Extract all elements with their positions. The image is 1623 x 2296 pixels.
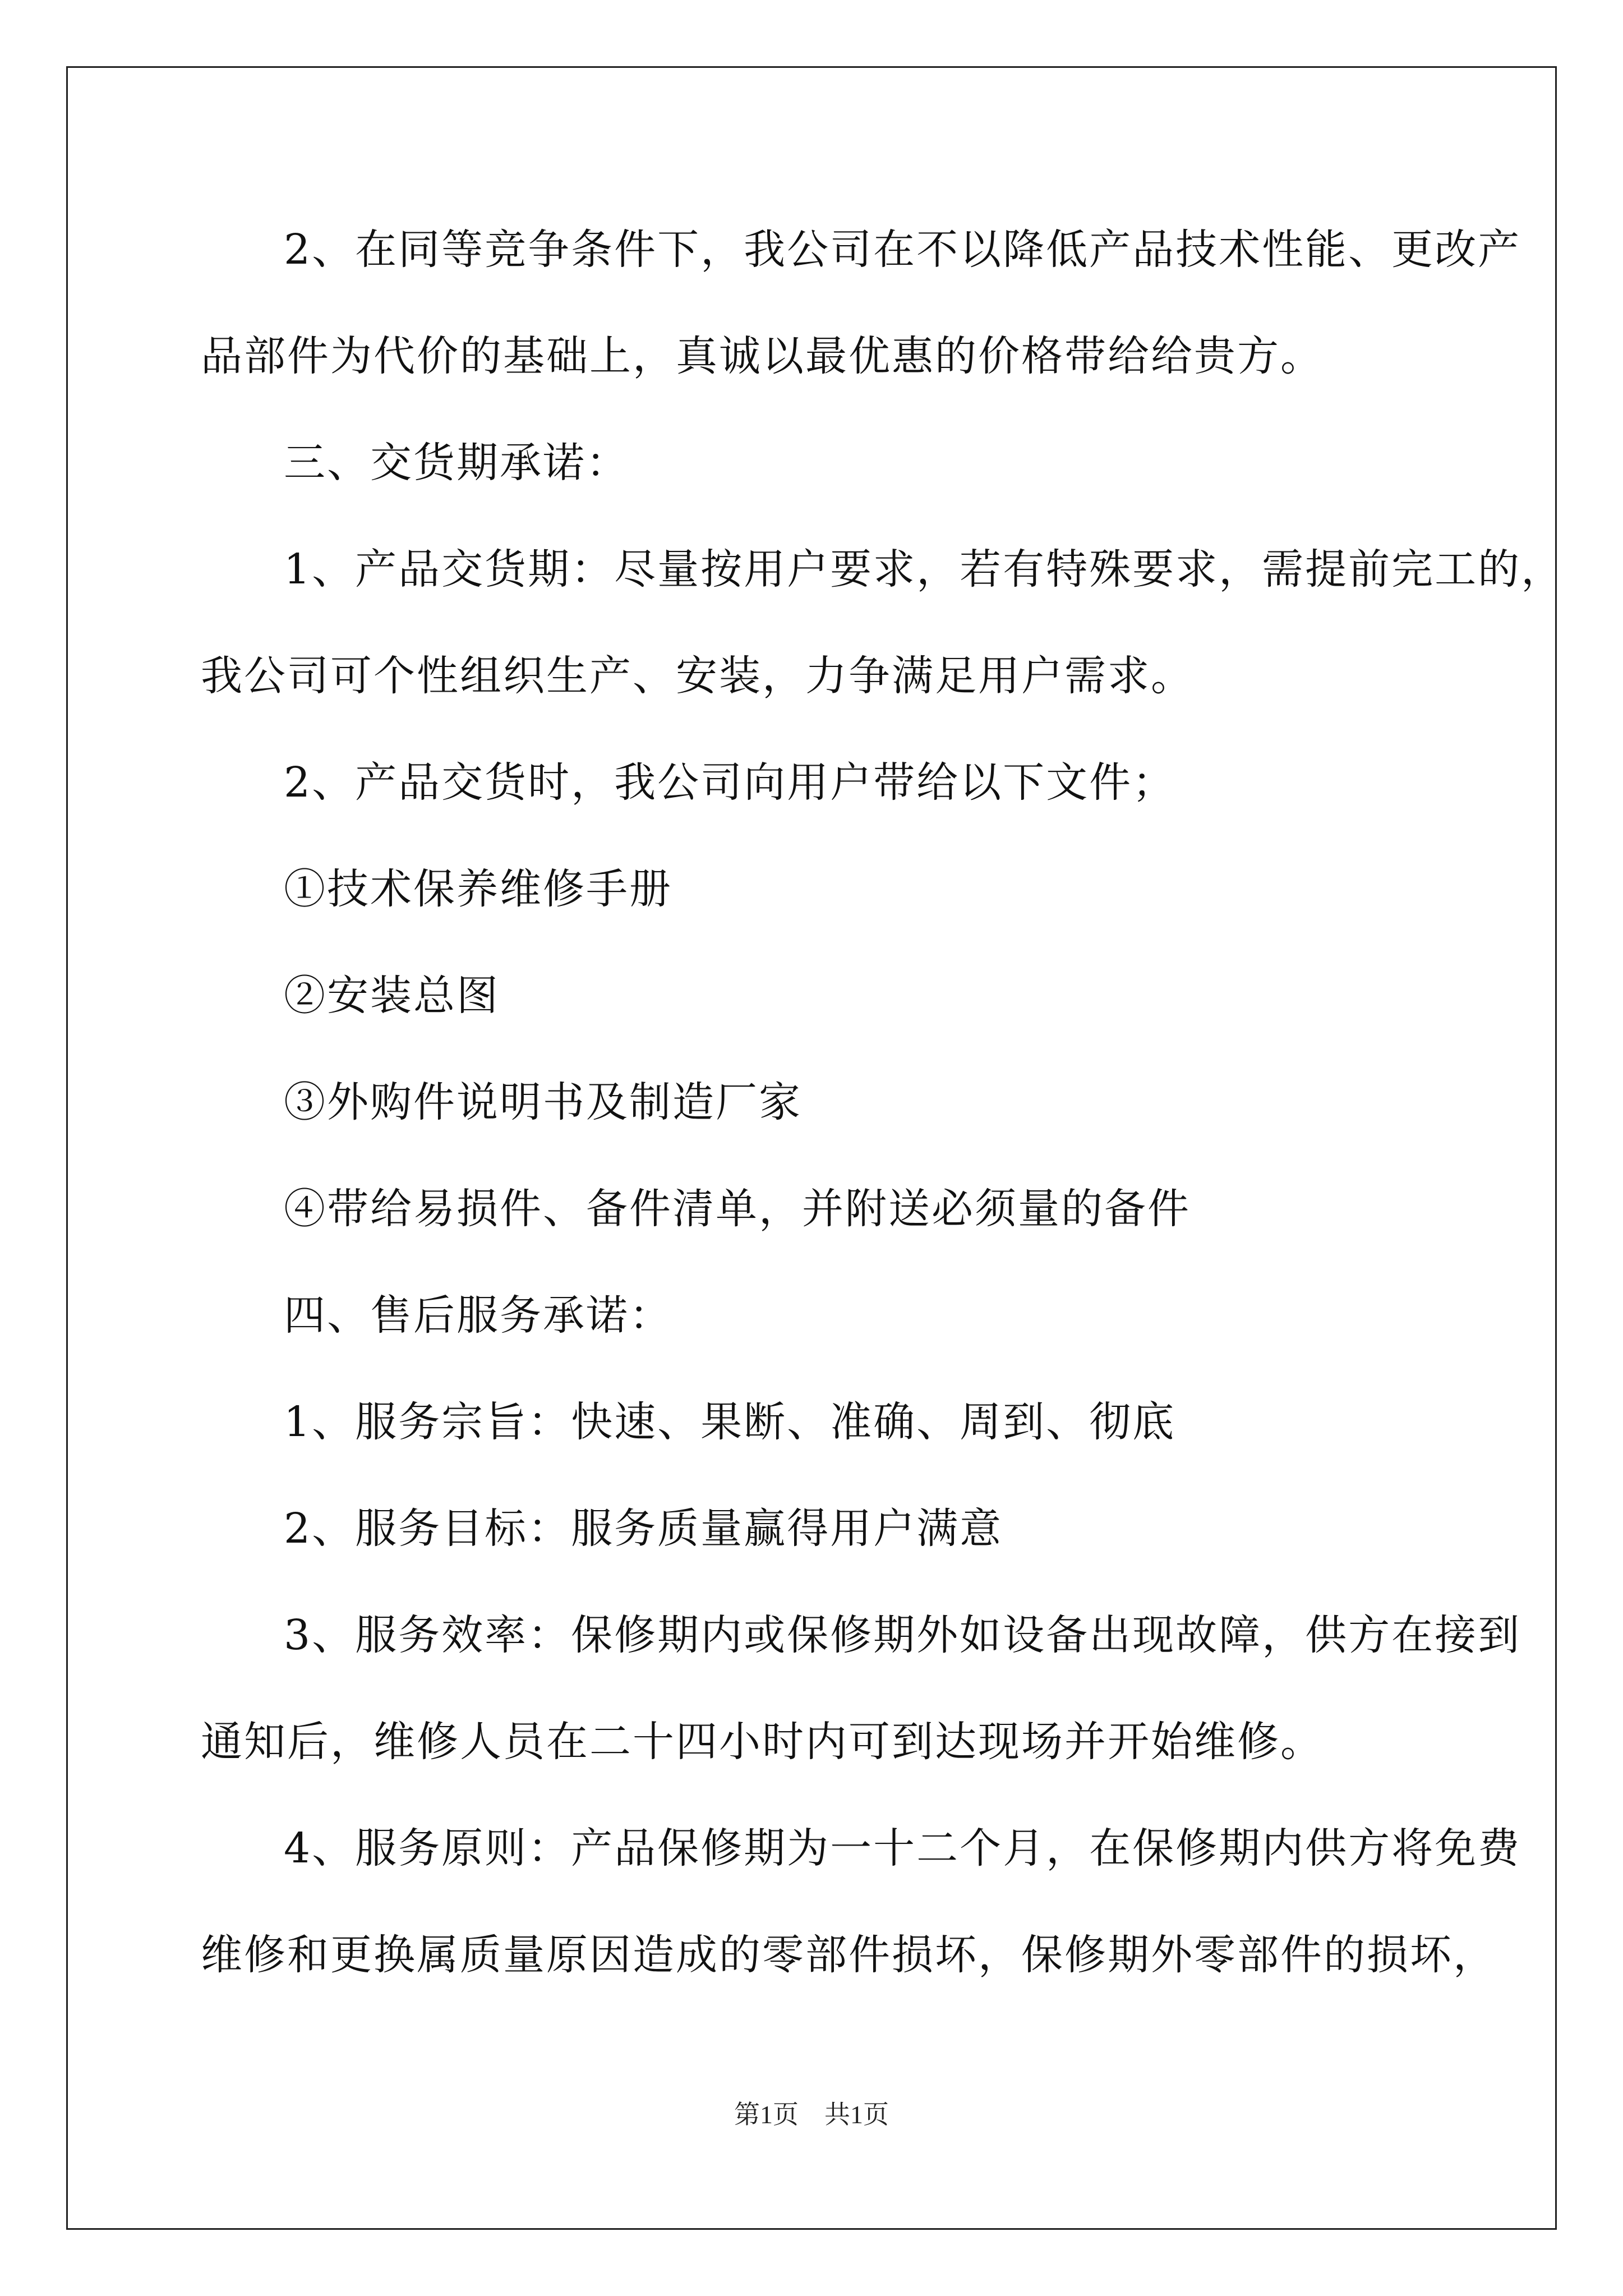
paragraph-line: 我公司可个性组织生产、安装，力争满足用户需求。 [201, 652, 1194, 700]
list-item: ③外购件说明书及制造厂家 [284, 1078, 802, 1126]
paragraph-line: 1、产品交货期：尽量按用户要求，若有特殊要求，需提前完工的， [284, 545, 1565, 593]
paragraph-line: 3、服务效率：保修期内或保修期外如设备出现故障，供方在接到 [284, 1611, 1521, 1659]
paragraph-line: 2、产品交货时，我公司向用户带给以下文件； [284, 758, 1176, 807]
paragraph-line: 品部件为代价的基础上，真诚以最优惠的价格带给给贵方。 [201, 332, 1324, 380]
section-heading: 三、交货期承诺： [284, 439, 629, 487]
paragraph-line: 2、在同等竞争条件下，我公司在不以降低产品技术性能、更改产 [284, 226, 1521, 274]
paragraph-line: 通知后，维修人员在二十四小时内可到达现场并开始维修。 [201, 1718, 1324, 1766]
section-heading: 四、售后服务承诺： [284, 1291, 672, 1340]
paragraph-line: 维修和更换属质量原因造成的零部件损坏，保修期外零部件的损坏， [201, 1931, 1496, 1979]
list-item: ②安装总图 [284, 972, 500, 1020]
paragraph-line: 4、服务原则：产品保修期为一十二个月，在保修期内供方将免费 [284, 1824, 1521, 1872]
paragraph-line: 2、服务目标：服务质量赢得用户满意 [284, 1504, 1003, 1553]
paragraph-line: 1、服务宗旨：快速、果断、准确、周到、彻底 [284, 1398, 1176, 1446]
list-item: ①技术保养维修手册 [284, 865, 672, 913]
page-footer: 第1页 共1页 [734, 2100, 889, 2129]
list-item: ④带给易损件、备件清单，并附送必须量的备件 [284, 1185, 1191, 1233]
page-border [66, 66, 1565, 2230]
